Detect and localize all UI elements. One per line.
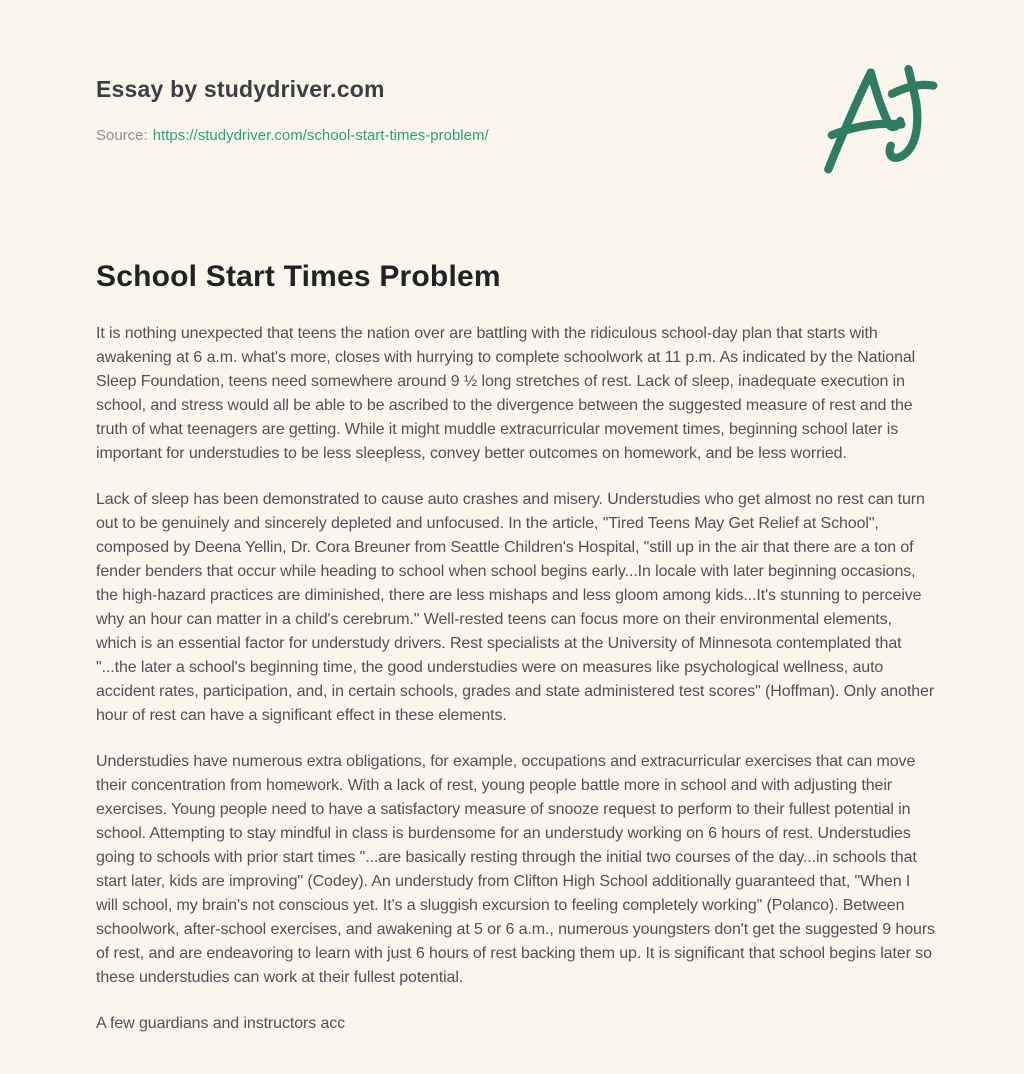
source-link[interactable]: https://studydriver.com/school-start-times-problem/: [152, 127, 489, 144]
essay-paragraph-2: Lack of sleep has been demonstrated to cause auto crashes and misery. Understudies who get almost no rest can turn out to be genuinely and sincerely depleted and unfocused. In the article, "Tired Teens May Get Relief at School", composed by Deena Yellin, Dr. Cora Breuner from Seattle Children's Hospital, "still up in the air that there are a ton of fender benders that occur while heading to school when school begins early...In locale with later beginning occasions, the high-hazard practices are diminished, there are less mishaps and less gloom among kids...It's stunning to perceive why an hour can matter in a child's cerebrum." Well-rested teens can focus more on their environmental elements, which is an essential factor for understudy drivers. Rest specialists at the University of Minnesota contemplated that "...the later a school's beginning time, the good understudies were on measures like psychological wellness, auto accident rates, participation, and, in certain schools, grades and state administered test scores" (Hoffman). Only another hour of rest can have a significant effect in these elements.: [96, 491, 935, 724]
essay-main: [96, 260, 936, 1036]
document-header: [96, 0, 936, 144]
page-title: School Start Times Problem: [96, 260, 501, 293]
header-title: Essay by studydriver.com: [96, 76, 385, 102]
essay-body: [96, 322, 936, 1036]
essay-paragraph-4: A few guardians and instructors acc: [96, 1015, 346, 1032]
essay-paragraph-1: It is nothing unexpected that teens the nation over are battling with the ridiculous school-day plan that starts with awakening at 6 a.m. what's more, closes with hurrying to complete schoolwork at 11 p.m. As indicated by the National Sleep Foundation, teens need somewhere around 9 ½ long stretches of rest. Lack of sleep, inadequate execution in school, and stress would all be able to be ascribed to the divergence between the suggested measure of rest and the truth of what teenagers are getting. While it might muddle extracurricular movement times, beginning school later is important for understudies to be less sleepless, convey better outcomes on homework, and be less worried.: [96, 325, 916, 462]
source-label: Source:: [96, 127, 148, 144]
a-plus-logo-icon: [816, 62, 942, 174]
essay-paragraph-3: Understudies have numerous extra obligations, for example, occupations and extracurricular exercises that can move their concentration from homework. With a lack of rest, young people battle more in school and with adjusting their exercises. Young people need to have a satisfactory measure of snooze request to perform to their fullest potential in school. Attempting to stay mindful in class is burdensome for an understudy working on 6 hours of rest. Understudies going to schools with prior start times "...are basically resting through the initial two courses of the day...in schools that start later, kids are improving" (Codey). An understudy from Clifton High School additionally guaranteed that, "When I will school, my brain's not conscious yet. It's a sluggish excursion to feeling completely working" (Polanco). Between schoolwork, after-school exercises, and awakening at 5 or 6 a.m., numerous youngsters don't get the suggested 9 hours of rest, and are endeavoring to learn with just 6 hours of rest backing them up. It is significant that school begins later so these understudies can work at their fullest potential.: [96, 753, 935, 986]
source-row: [96, 127, 936, 144]
